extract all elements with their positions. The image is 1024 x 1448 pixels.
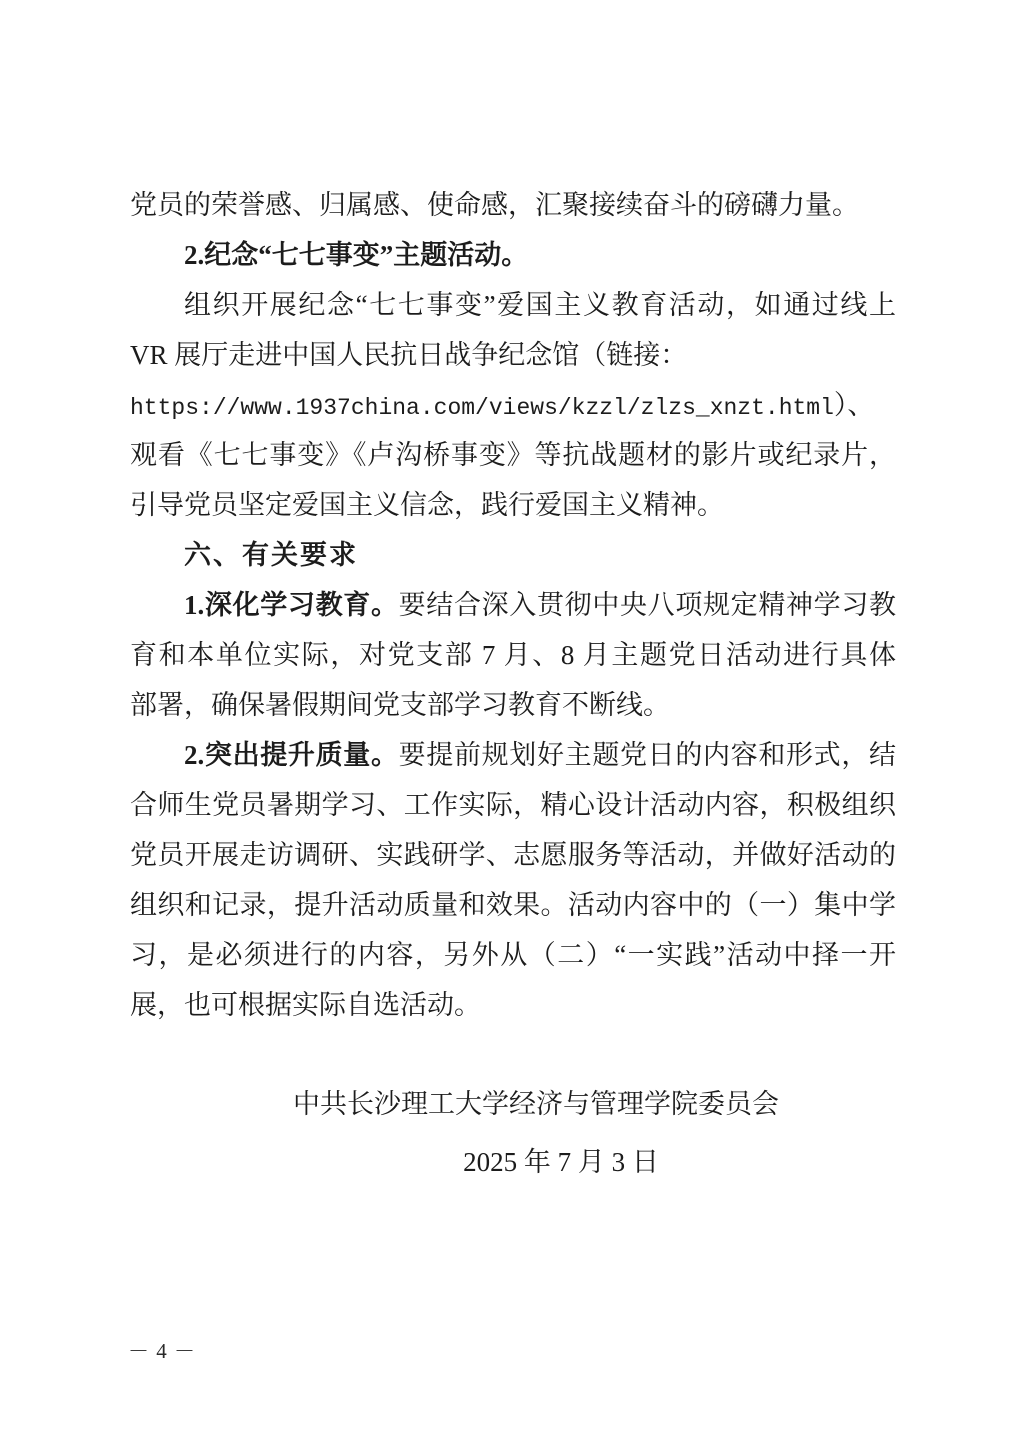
page-number: － 4 －: [128, 1339, 196, 1363]
text-line: [130, 680, 896, 730]
text-line: [130, 330, 896, 380]
text-line: [130, 230, 896, 280]
text-segment-body: 党员开展走访调研、实践研学、志愿服务等活动，并做好活动的: [130, 840, 896, 870]
text-segment-bold: 2.突出提升质量。: [184, 740, 399, 770]
text-line: [130, 180, 896, 230]
text-line: [130, 530, 896, 580]
text-segment-body: 育和本单位实际，对党支部 7 月、8 月主题党日活动进行具体: [130, 640, 896, 670]
text-segment-body: 组织开展纪念“七七事变”爱国主义教育活动，如通过线上: [184, 290, 896, 320]
text-segment-body: 习，是必须进行的内容，另外从（二）“一实践”活动中择一开: [130, 940, 896, 970]
text-line: [130, 980, 896, 1030]
text-line: [130, 430, 896, 480]
text-segment-body: VR 展厅走进中国人民抗日战争纪念馆（链接：: [130, 340, 688, 370]
text-segment-body: 党员的荣誉感、归属感、使命感，汇聚接续奋斗的磅礴力量。: [130, 190, 859, 220]
text-segment-mono: https://www.1937china.com/views/kzzl/zlzs_xnzt.html: [130, 395, 834, 421]
text-segment-bold: 2.纪念“七七事变”主题活动。: [184, 240, 529, 270]
text-line: [130, 480, 896, 530]
text-line: [130, 580, 896, 630]
text-segment-body: 要提前规划好主题党日的内容和形式，结: [398, 740, 896, 770]
signature-block: [130, 1078, 896, 1188]
text-line: [130, 830, 896, 880]
text-segment-bold: 1.深化学习教育。: [184, 590, 399, 620]
text-segment-hei: 六、有关要求: [184, 540, 358, 570]
text-segment-body: 要结合深入贯彻中央八项规定精神学习教: [398, 590, 896, 620]
signature-committee: 中共长沙理工大学经济与管理学院委员会: [293, 1089, 779, 1119]
text-segment-body: 观看《七七事变》《卢沟桥事变》等抗战题材的影片或纪录片，: [130, 440, 896, 470]
text-line: [130, 280, 896, 330]
text-line: [130, 380, 896, 430]
text-line: [130, 930, 896, 980]
text-line: [130, 880, 896, 930]
text-segment-body: 部署，确保暑假期间党支部学习教育不断线。: [130, 690, 670, 720]
text-line: [130, 730, 896, 780]
text-segment-body: 引导党员坚定爱国主义信念，践行爱国主义精神。: [130, 490, 724, 520]
text-segment-body: 组织和记录，提升活动质量和效果。活动内容中的（一）集中学: [130, 890, 896, 920]
text-segment-body: 展，也可根据实际自选活动。: [130, 990, 481, 1020]
text-segment-body: 合师生党员暑期学习、工作实际，精心设计活动内容，积极组织: [130, 790, 896, 820]
text-line: [130, 780, 896, 830]
signature-date: 2025 年 7 月 3 日: [463, 1147, 659, 1177]
document-body: [130, 180, 896, 1030]
text-line: [130, 630, 896, 680]
text-segment-body: ）、: [833, 390, 875, 420]
